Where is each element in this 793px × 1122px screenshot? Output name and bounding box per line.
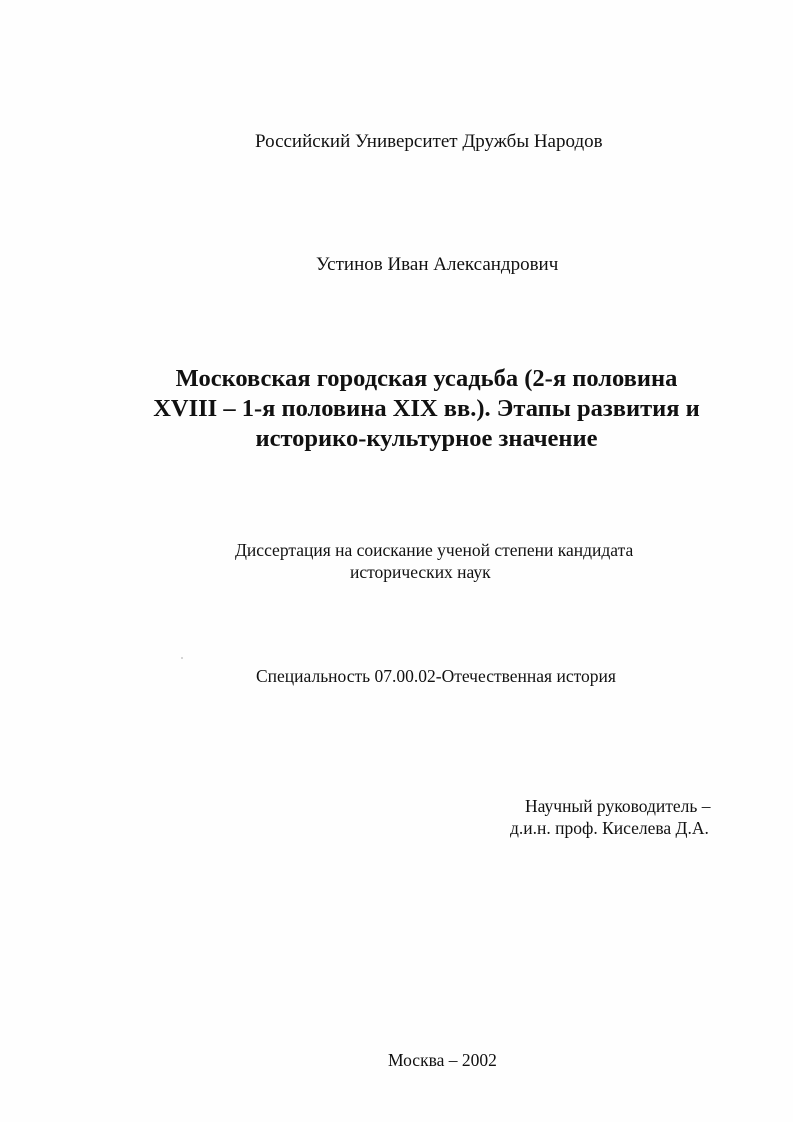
dissertation-title bbox=[0, 364, 793, 454]
author-name: Устинов Иван Александрович bbox=[316, 254, 559, 275]
university-name: Российский Университет Дружбы Народов bbox=[255, 131, 603, 152]
supervisor-label: Научный руководитель – bbox=[525, 796, 711, 816]
degree-line-2: исторических наук bbox=[350, 562, 491, 582]
scan-speck bbox=[181, 657, 183, 659]
supervisor-name: д.и.н. проф. Киселева Д.А. bbox=[510, 818, 709, 838]
place-and-year: Москва – 2002 bbox=[388, 1050, 497, 1070]
degree-line-1: Диссертация на соискание ученой степени кандидата bbox=[235, 540, 634, 560]
title-line-3: историко-культурное значение bbox=[255, 425, 598, 452]
specialty-text: Специальность 07.00.02-Отечественная история bbox=[256, 666, 616, 686]
title-line-2: XVIII – 1-я половина XIX вв.). Этапы развития и bbox=[153, 395, 700, 422]
title-line-1: Московская городская усадьба (2-я половина bbox=[175, 365, 678, 392]
